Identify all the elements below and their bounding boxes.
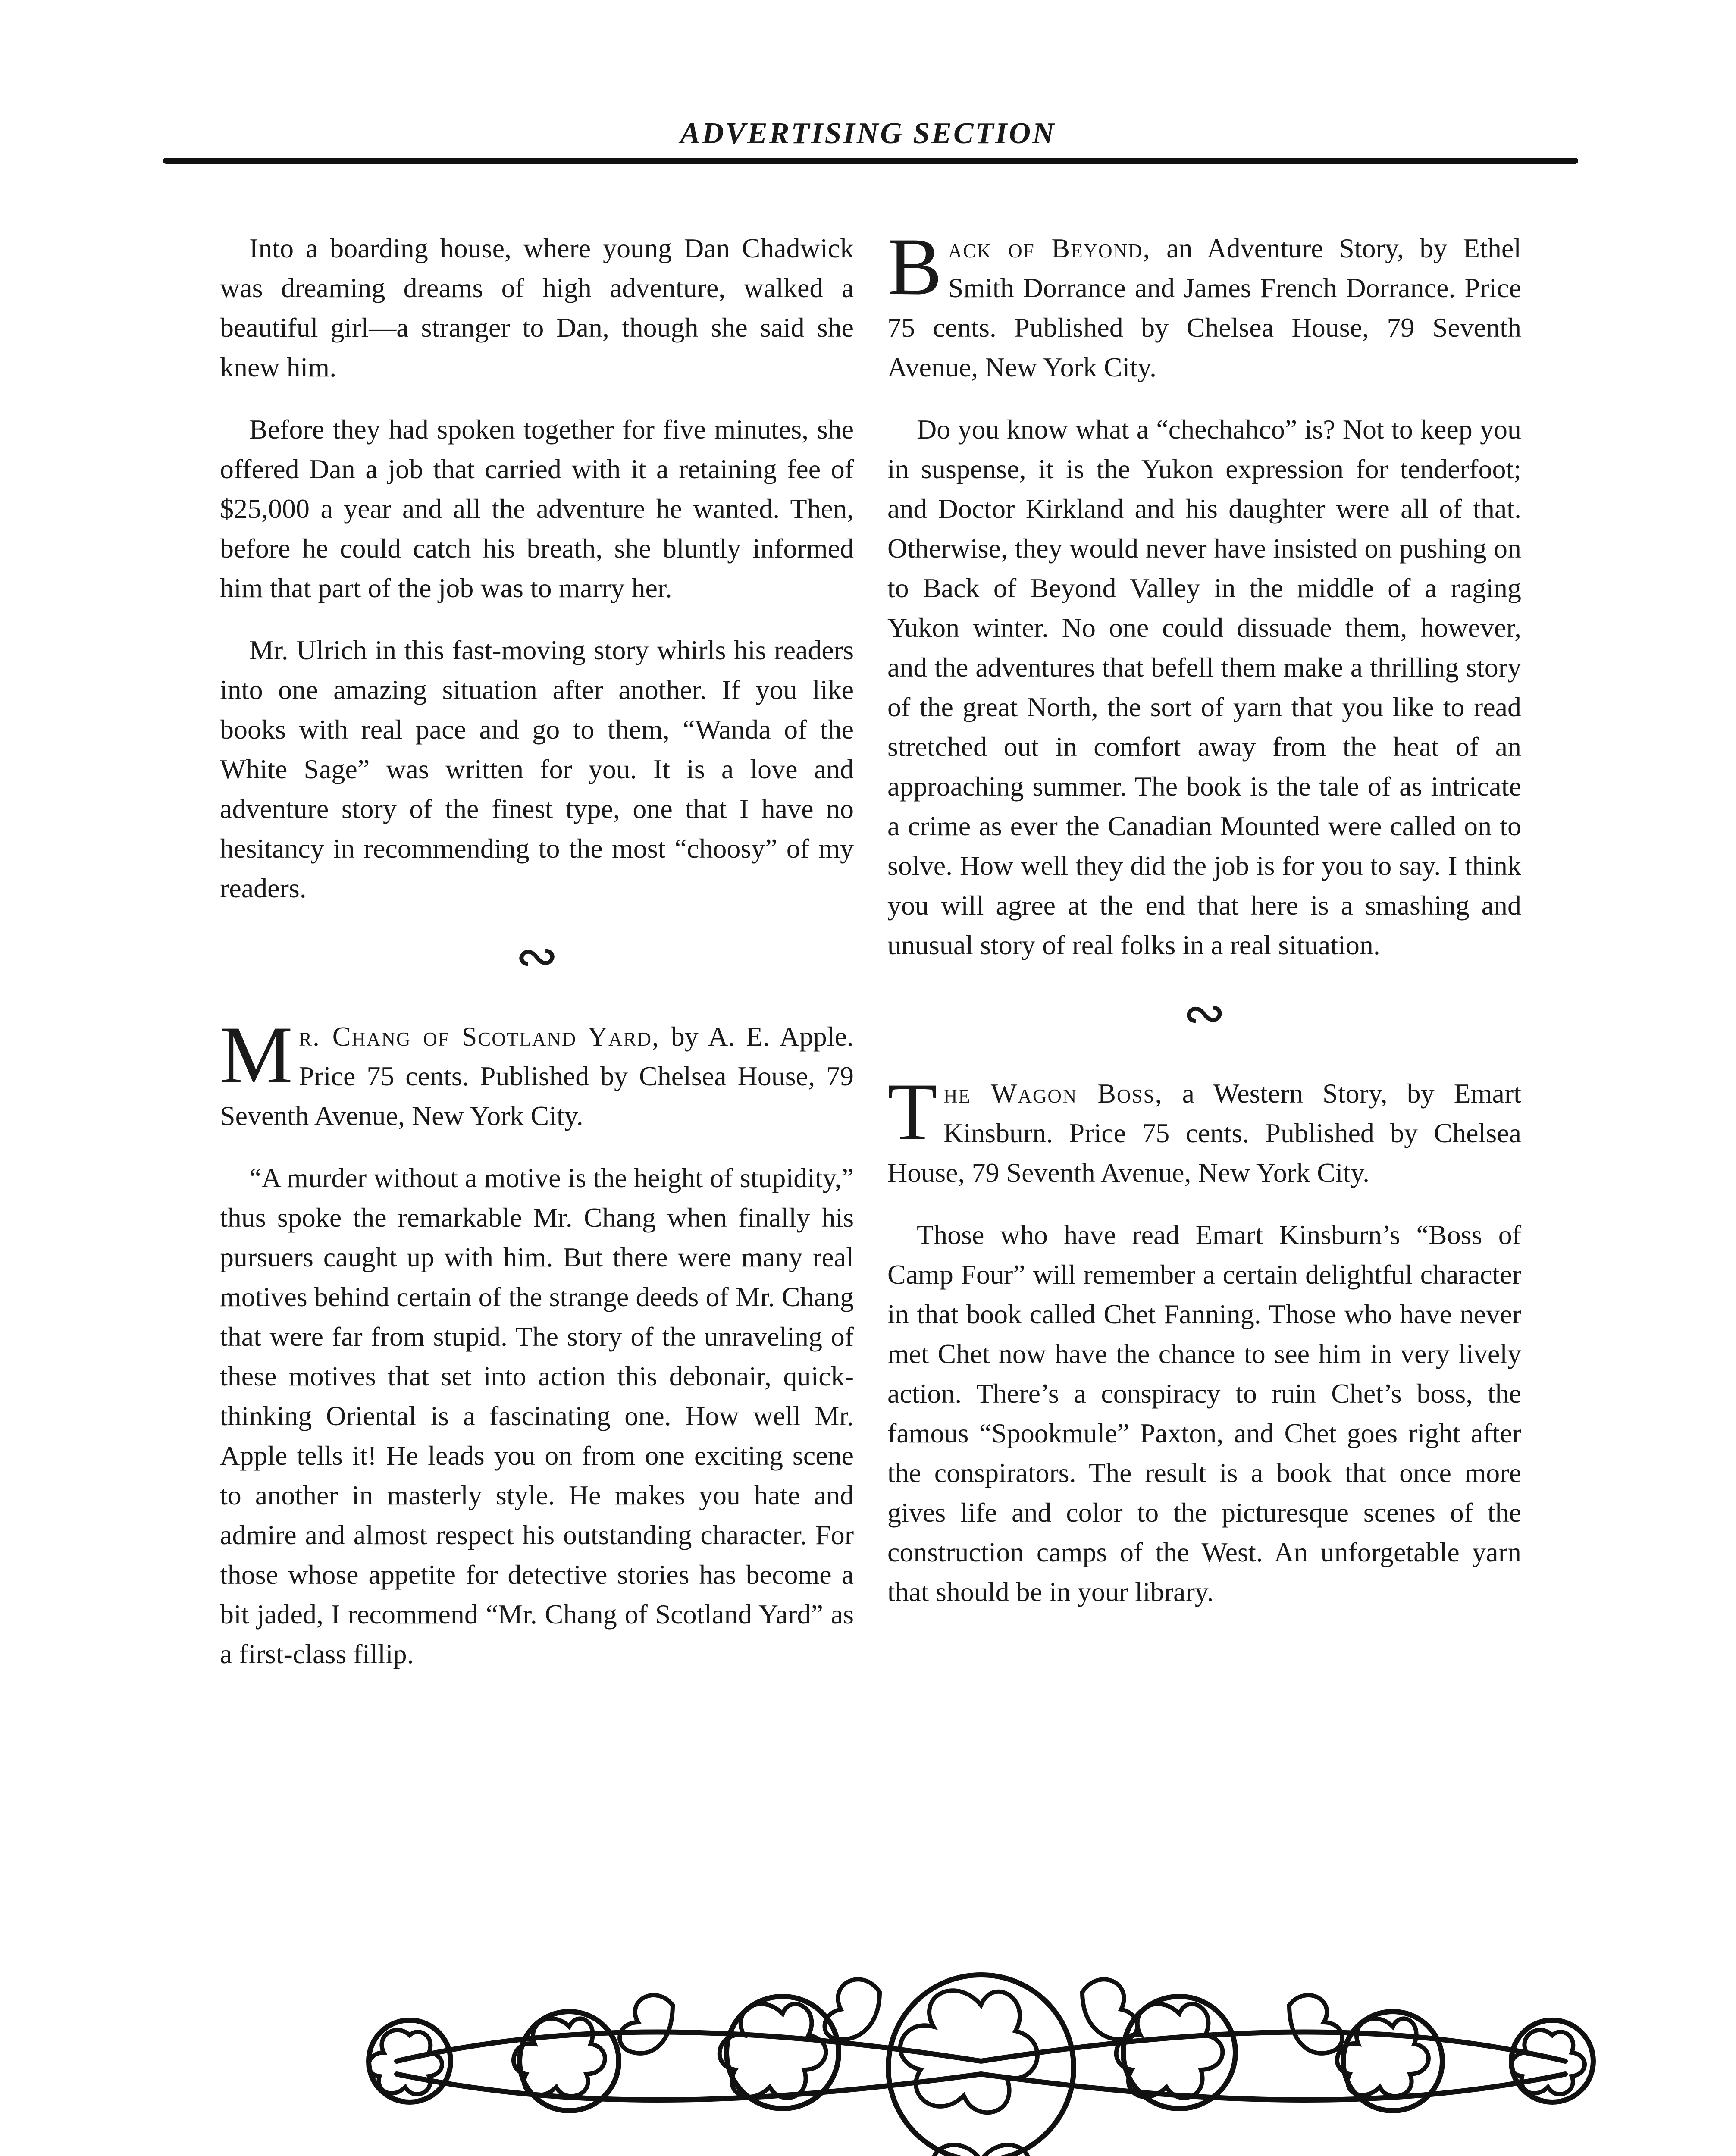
right-column [887,222,1522,1634]
review-heading-back-of-beyond [887,222,1522,387]
review-paragraph: Into a boarding house, where young Dan Chadwick was dreaming dreams of high adventure, walked a beautiful girl—a stranger to Dan, though she said she knew him. [220,233,854,382]
book-title: r. Chang of Scotland Yard, [298,1021,660,1052]
book-title: he Wagon Boss, [943,1078,1163,1109]
review-paragraph: Before they had spoken together for five minutes, she offered Dan a job that carried with it a retaining fee of $25,000 a year and all the adventure he wanted. Then, before he could catch his breath, she bluntly informed him that part of the job was to marry her. [220,414,854,603]
book-details: a Western Story, by Emart Kinsburn. Price 75 cents. Published by Chelsea House, 79 Seventh Avenue, New York City. [887,1078,1521,1188]
review-paragraph: Those who have read Emart Kinsburn’s “Boss of Camp Four” will remember a certain delightful character in that book called Chet Fanning. Those who have never met Chet now have the chance to see him in very lively action. There’s a conspiracy to ruin Chet’s boss, the famous “Spookmule” Paxton, and Chet goes right after the conspirators. The result is a book that once more gives life and color to the picturesque scenes of the construction camps of the West. An unforgetable yarn that should be in your library. [887,1219,1521,1607]
drop-cap: B [887,222,942,312]
book-details: by A. E. Apple. Price 75 cents. Published by Chelsea House, 79 Seventh Avenue, New York City. [220,1021,854,1131]
review-paragraph: Do you know what a “chechahco” is? Not to keep you in suspense, it is the Yukon expression for tenderfoot; and Doctor Kirkland and his daughter were all of that. Otherwise, they would never have insisted on pushing on to Back of Beyond Valley in the middle of a raging Yukon winter. No one could dissuade them, however, and the adventures that befell them make a thrilling story of the great North, the sort of yarn that you like to read stretched out in comfort away from the heat of an approaching summer. The book is the tale of as intricate a crime as ever the Canadian Mounted were called on to solve. How well they did the job is for you to say. I think you will agree at the end that here is a smashing and unusual story of real folks in a real situation. [887,414,1521,960]
left-column [220,229,854,1696]
separator-flourish: ∾ [515,928,559,985]
review-paragraph: Mr. Ulrich in this fast-moving story whirls his readers into one amazing situation after another. If you like books with real pace and go to them, “Wanda of the White Sage” was written for you. It is a love and adventure story of the finest type, one that I have no hesitancy in recommending to the most “choosy” of my readers. [220,635,854,903]
review-paragraph: “A murder without a motive is the height of stupidity,” thus spoke the remarkable Mr. Chang when finally his pursuers caught up with him. But there were many real motives behind certain of the strange deeds of Mr. Chang that were far from stupid. The story of the unraveling of these motives that set into action this debonair, quick-thinking Oriental is a fascinating one. How well Mr. Apple tells it! He leads you on from one exciting scene to another in masterly style. He makes you hate and admire and almost respect his outstanding character. For those whose appetite for detective stories has become a bit jaded, I recommend “Mr. Chang of Scotland Yard” as a first-class fillip. [220,1163,854,1669]
header-rule [163,158,1578,164]
review-heading-wagon-boss [887,1067,1521,1193]
separator-flourish: ∾ [1182,984,1226,1042]
section-header: ADVERTISING SECTION [680,117,1056,150]
book-details: an Adventure Story, by Ethel Smith Dorrance and James French Dorrance. Price 75 cents. Published by Chelsea House, 79 Seventh Avenue, New York City. [887,233,1522,382]
review-heading-mr-chang [220,1010,854,1136]
floral-vine-ornament-icon [345,1945,1617,2156]
book-title: ack of Beyond, [948,233,1151,263]
drop-cap: T [887,1067,938,1157]
drop-cap: M [220,1010,293,1100]
